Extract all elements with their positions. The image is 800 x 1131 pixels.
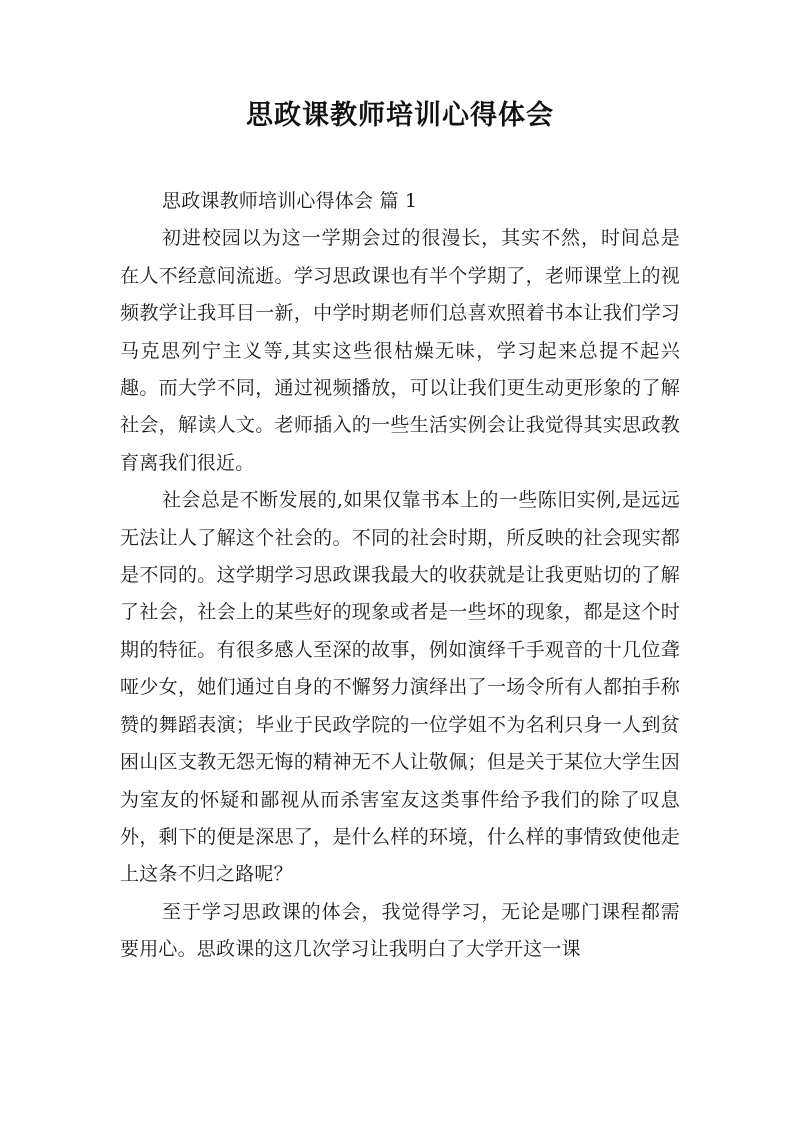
- document-title: 思政课教师培训心得体会: [246, 100, 554, 131]
- paragraph-3: 至于学习思政课的体会，我觉得学习，无论是哪门课程都需要用心。思政课的这几次学习让我明白了大学开这一课: [120, 900, 680, 961]
- document-body: [120, 183, 680, 969]
- paragraph-2: 社会总是不断发展的,如果仅靠书本上的一些陈旧实例,是远远无法让人了解这个社会的。不同的社会时期，所反映的社会现实都是不同的。这学期学习思政课我最大的收获就是让我更贴切的了解了社会，社会上的某些好的现象或者是一些坏的现象，都是这个时期的特征。有很多感人至深的故事，例如演绎千手观音的十几位聋哑少女，她们通过自身的不懈努力演绎出了一场令所有人都拍手称赞的舞蹈表演；毕业于民政学院的一位学姐不为名利只身一人到贫困山区支教无怨无悔的精神无不人让敬佩；但是关于某位大学生因为室友的怀疑和鄙视从而杀害室友这类事件给予我们的除了叹息外，剩下的便是深思了，是什么样的环境，什么样的事情致使他走上这条不归之路呢？: [120, 489, 680, 886]
- section-heading: 思政课教师培训心得体会 篇 1: [162, 190, 418, 212]
- paragraph-1: 初进校园以为这一学期会过的很漫长，其实不然，时间总是在人不经意间流逝。学习思政课也有半个学期了，老师课堂上的视频教学让我耳目一新，中学时期老师们总喜欢照着书本让我们学习马克思列宁主义等,其实这些很枯燥无味，学习起来总提不起兴趣。而大学不同，通过视频播放，可以让我们更生动更形象的了解社会，解读人文。老师插入的一些生活实例会让我觉得其实思政教育离我们很近。: [120, 227, 680, 474]
